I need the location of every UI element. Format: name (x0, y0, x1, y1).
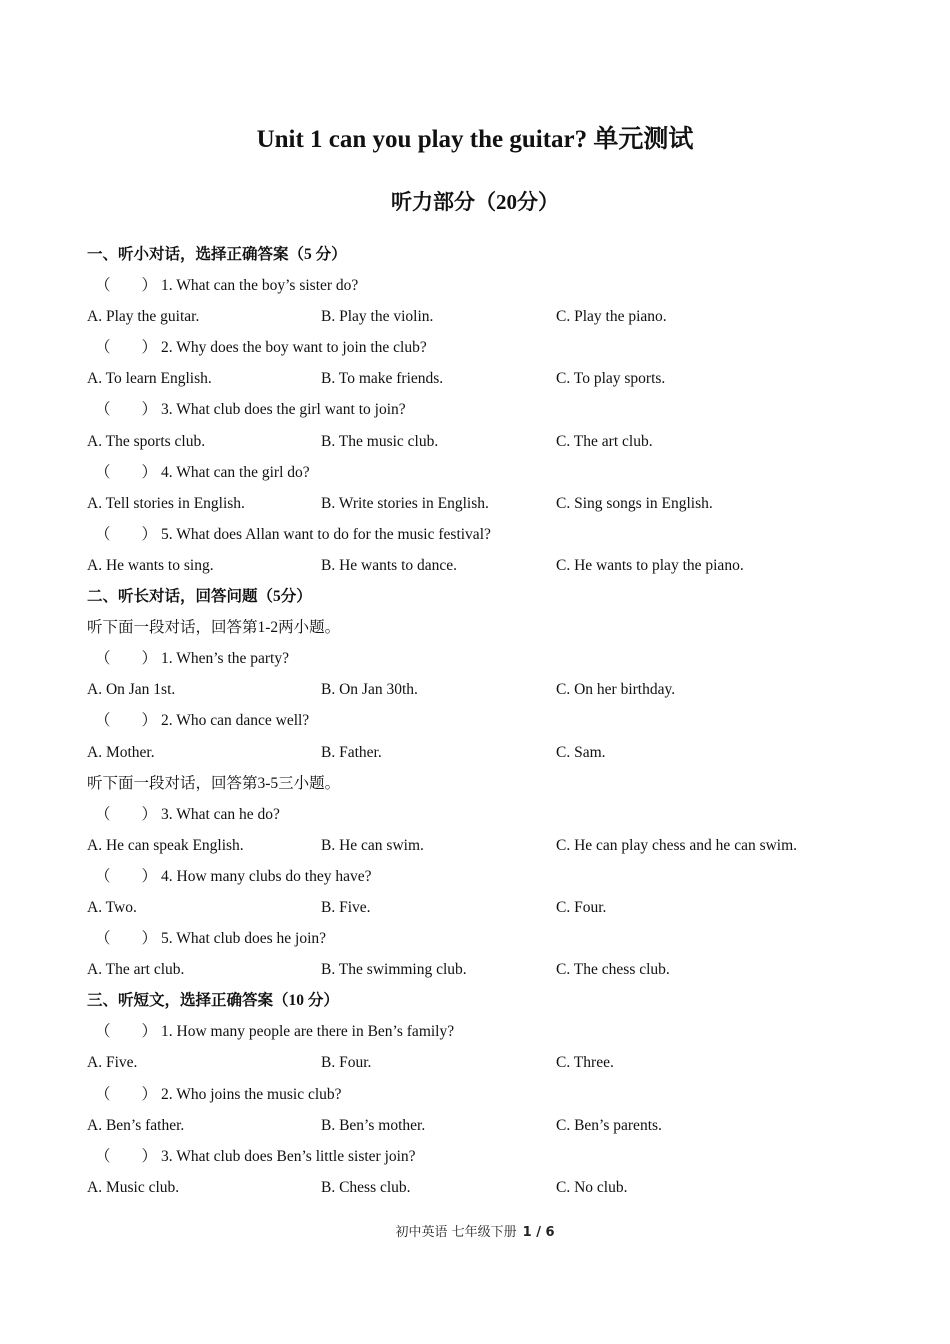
question-item (87, 272, 887, 303)
answer-blank: （ ） (95, 1085, 158, 1103)
option-b: B. On Jan 30th. (321, 681, 418, 699)
option-b: B. The music club. (321, 432, 439, 450)
answer-blank: （ ） (95, 867, 158, 885)
option-c: C. No club. (556, 1178, 628, 1196)
option-c: C. Three. (556, 1054, 614, 1072)
question-item (87, 521, 887, 552)
option-a: A. The art club. (87, 961, 185, 979)
question-item (87, 707, 887, 738)
question-text: 3. What club does the girl want to join? (161, 401, 406, 419)
footer-text: 初中英语 七年级下册 (395, 1225, 517, 1240)
answer-blank: （ ） (95, 401, 158, 419)
answer-options (87, 956, 887, 987)
answer-options (87, 739, 887, 770)
exam-content (87, 241, 887, 1205)
answer-options (87, 552, 887, 583)
option-b: B. He can swim. (321, 836, 424, 854)
option-a: A. Five. (87, 1054, 138, 1072)
question-text: 4. What can the girl do? (161, 463, 310, 481)
option-a: A. The sports club. (87, 432, 206, 450)
instruction-text: 听下面一段对话，回答第3-5三小题。 (87, 774, 341, 792)
option-a: A. He wants to sing. (87, 556, 214, 574)
document-subtitle: 听力部分（20分） (391, 190, 559, 214)
option-c: C. On her birthday. (556, 681, 676, 699)
option-b: B. Play the violin. (321, 308, 434, 326)
answer-blank: （ ） (95, 712, 158, 730)
answer-blank: （ ） (95, 650, 158, 668)
answer-options (87, 303, 887, 334)
answer-options (87, 1049, 887, 1080)
option-a: A. Tell stories in English. (87, 494, 245, 512)
question-item (87, 1143, 887, 1174)
answer-blank: （ ） (95, 1023, 158, 1041)
answer-options (87, 365, 887, 396)
question-text: 1. What can the boy’s sister do? (161, 277, 359, 295)
option-c: C. Sing songs in English. (556, 494, 713, 512)
option-b: B. Four. (321, 1054, 372, 1072)
option-b: B. The swimming club. (321, 961, 467, 979)
section-heading: 三、听短文，选择正确答案（10 分） (87, 992, 339, 1010)
option-c: C. Play the piano. (556, 308, 667, 326)
question-text: 1. When’s the party? (161, 650, 289, 668)
option-b: B. He wants to dance. (321, 556, 458, 574)
answer-blank: （ ） (95, 1147, 158, 1165)
option-c: C. Sam. (556, 743, 606, 761)
question-text: 3. What club does Ben’s little sister join? (161, 1147, 416, 1165)
answer-options (87, 676, 887, 707)
question-item (87, 396, 887, 427)
instruction-text: 听下面一段对话，回答第1-2两小题。 (87, 619, 341, 637)
question-item (87, 801, 887, 832)
option-c: C. Ben’s parents. (556, 1116, 662, 1134)
option-b: B. Chess club. (321, 1178, 411, 1196)
question-item (87, 459, 887, 490)
option-a: A. Mother. (87, 743, 155, 761)
question-text: 3. What can he do? (161, 805, 280, 823)
question-item (87, 1081, 887, 1112)
answer-options (87, 428, 887, 459)
section-heading: 一、听小对话，选择正确答案（5 分） (87, 246, 347, 263)
option-a: A. Music club. (87, 1178, 180, 1196)
question-text: 5. What club does he join? (161, 930, 327, 948)
question-item (87, 863, 887, 894)
option-c: C. To play sports. (556, 370, 666, 388)
option-c: C. Four. (556, 898, 607, 916)
question-item (87, 645, 887, 676)
option-a: A. Ben’s father. (87, 1116, 185, 1134)
answer-blank: （ ） (95, 463, 158, 481)
page-number: 1 / 6 (522, 1225, 555, 1240)
option-b: B. Ben’s mother. (321, 1116, 426, 1134)
option-a: A. On Jan 1st. (87, 681, 176, 699)
option-b: B. To make friends. (321, 370, 444, 388)
question-text: 4. How many clubs do they have? (161, 867, 372, 885)
answer-blank: （ ） (95, 805, 158, 823)
answer-blank: （ ） (95, 277, 158, 295)
question-item (87, 1018, 887, 1049)
page-footer (0, 1222, 950, 1244)
option-c: C. The chess club. (556, 961, 670, 979)
option-a: A. To learn English. (87, 370, 212, 388)
question-text: 5. What does Allan want to do for the music festival? (161, 525, 491, 543)
question-text: 1. How many people are there in Ben’s family? (161, 1023, 455, 1041)
document-title: Unit 1 can you play the guitar? 单元测试 (256, 126, 694, 153)
answer-options (87, 490, 887, 521)
option-a: A. Play the guitar. (87, 308, 200, 326)
question-item (87, 334, 887, 365)
answer-blank: （ ） (95, 525, 158, 543)
question-text: 2. Who joins the music club? (161, 1085, 342, 1103)
option-b: B. Five. (321, 898, 371, 916)
option-a: A. Two. (87, 898, 137, 916)
answer-blank: （ ） (95, 339, 158, 357)
answer-options (87, 1112, 887, 1143)
option-c: C. He can play chess and he can swim. (556, 836, 798, 854)
section-heading: 二、听长对话，回答问题（5分） (87, 588, 312, 606)
answer-options (87, 832, 887, 863)
answer-options (87, 1174, 887, 1205)
question-item (87, 925, 887, 956)
answer-blank: （ ） (95, 930, 158, 948)
option-b: B. Father. (321, 743, 382, 761)
option-a: A. He can speak English. (87, 836, 244, 854)
option-b: B. Write stories in English. (321, 494, 489, 512)
question-text: 2. Why does the boy want to join the club? (161, 339, 427, 357)
option-c: C. He wants to play the piano. (556, 556, 744, 574)
option-c: C. The art club. (556, 432, 653, 450)
answer-options (87, 894, 887, 925)
question-text: 2. Who can dance well? (161, 712, 310, 730)
